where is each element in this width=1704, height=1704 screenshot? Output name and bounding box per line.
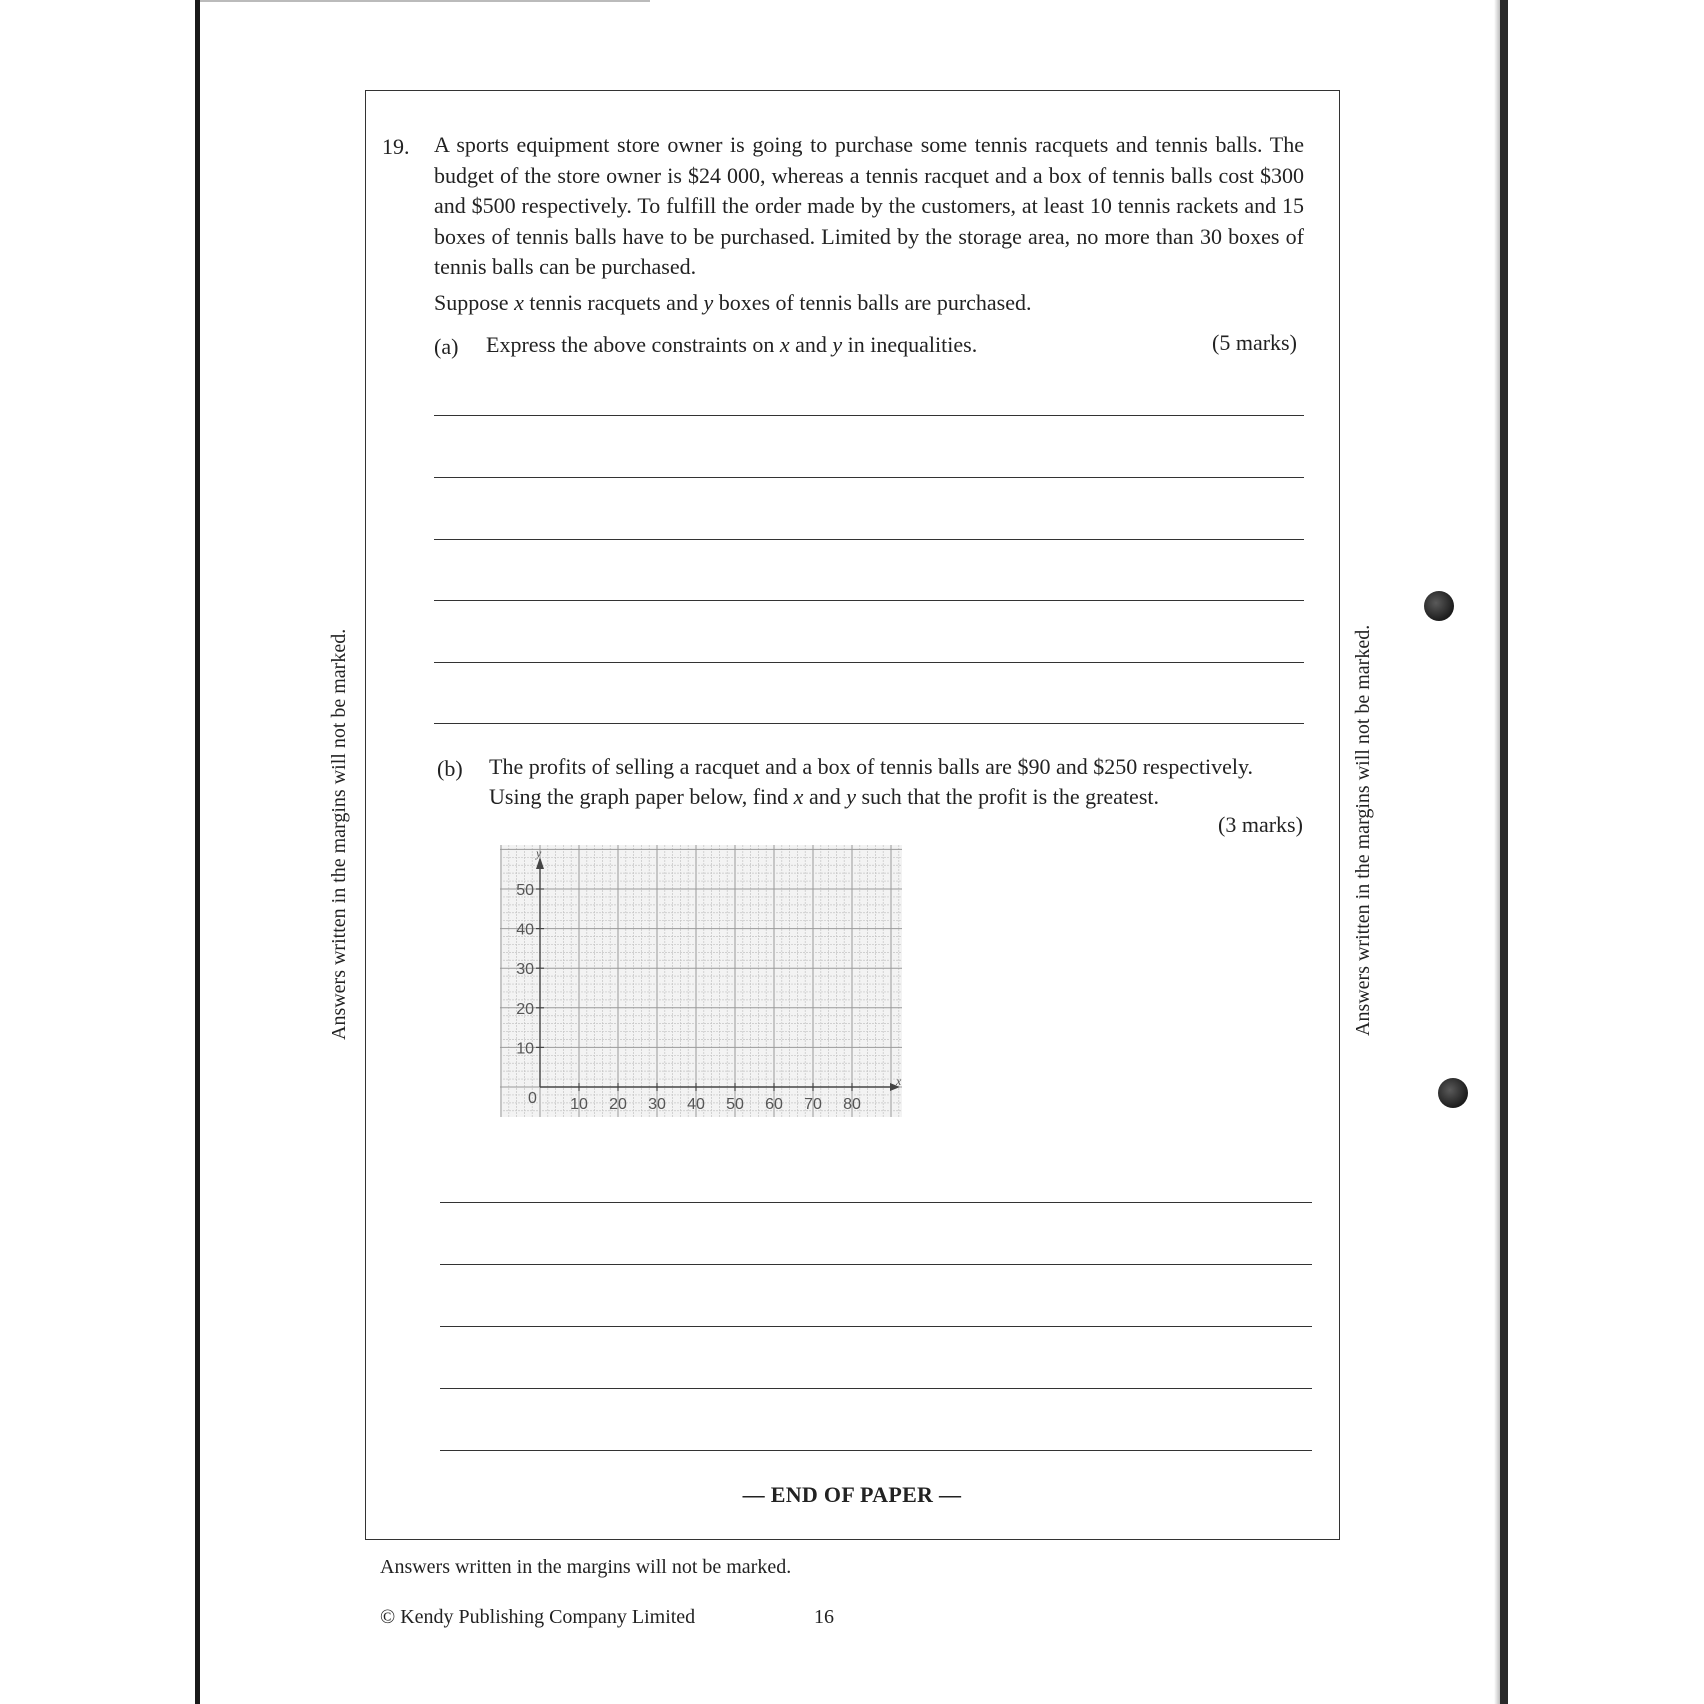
suppose-pre: Suppose <box>434 290 515 315</box>
x-tick-label: 80 <box>843 1096 861 1113</box>
part-b-line2-post: such that the profit is the greatest. <box>855 784 1159 809</box>
end-of-paper: — END OF PAPER — <box>742 1482 962 1507</box>
origin-label: 0 <box>528 1090 537 1107</box>
suppose-statement <box>434 290 1032 316</box>
part-a-and: and <box>789 332 833 357</box>
question-number: 19. <box>382 134 410 159</box>
answer-line-a2[interactable] <box>434 477 1304 478</box>
scan-edge-left <box>195 0 200 1704</box>
suppose-post: boxes of tennis balls are purchased. <box>713 290 1032 315</box>
part-b-line2-pre: Using the graph paper below, find <box>489 784 794 809</box>
x-tick-label: 10 <box>570 1096 588 1113</box>
answer-line-b5[interactable] <box>440 1450 1312 1451</box>
part-a-label: (a) <box>434 334 459 359</box>
answer-line-a6[interactable] <box>434 723 1304 724</box>
part-a-marks: (5 marks) <box>1212 330 1297 355</box>
part-b-text <box>489 752 1309 812</box>
var-x: x <box>514 290 524 315</box>
x-tick-label: 40 <box>687 1096 705 1113</box>
answer-line-b4[interactable] <box>440 1388 1312 1389</box>
graph-background <box>500 845 902 1117</box>
y-tick-label: 20 <box>516 1000 534 1018</box>
punch-hole-upper <box>1424 591 1454 621</box>
part-a-text-pre: Express the above constraints on <box>486 332 780 357</box>
x-tick-label: 50 <box>726 1096 744 1113</box>
y-tick-label: 40 <box>516 921 534 939</box>
answer-line-b3[interactable] <box>440 1326 1312 1327</box>
part-b-and: and <box>803 784 847 809</box>
var-x: x <box>793 784 804 809</box>
part-b-label: (b) <box>437 756 463 781</box>
y-axis-label: y <box>536 846 542 860</box>
y-tick-label: 10 <box>516 1040 534 1058</box>
answer-line-a3[interactable] <box>434 539 1304 540</box>
part-a-text-post: in inequalities. <box>842 332 978 357</box>
part-b-line1: The profits of selling a racquet and a box of tennis balls are $90 and $250 respectively. <box>489 754 1254 779</box>
question-intro <box>434 130 1304 283</box>
answer-line-a1[interactable] <box>434 415 1304 416</box>
suppose-mid: tennis racquets and <box>523 290 704 315</box>
graph-paper[interactable] <box>500 845 902 1117</box>
x-axis-label: x <box>896 1074 902 1088</box>
punch-hole-lower <box>1438 1078 1468 1108</box>
copyright: © Kendy Publishing Company Limited <box>380 1606 696 1628</box>
x-tick-label: 60 <box>765 1096 783 1113</box>
answer-line-a4[interactable] <box>434 600 1304 601</box>
y-tick-label: 50 <box>516 882 534 899</box>
part-a-text <box>486 330 977 360</box>
question-intro-text: A sports equipment store owner is going to purchase some tennis racquets and tennis balls. The budget of the store owner is $24 000, whereas a tennis racquet and a box of tennis balls cost $300 and $500 respectively. To fulfill the order made by the customers, at least 10 tennis rackets and 15 boxes of tennis balls have to be purchased. Limited by the storage area, no more than 30 boxes of tennis balls can be purchased. <box>434 132 1304 279</box>
scan-edge-top <box>200 0 650 2</box>
part-b-line2 <box>489 782 1309 812</box>
part-b-marks: (3 marks) <box>1218 812 1303 837</box>
footer-margin-note: Answers written in the margins will not be marked. <box>380 1556 792 1578</box>
answer-line-b1[interactable] <box>440 1202 1312 1203</box>
x-tick-label: 20 <box>609 1096 627 1113</box>
var-y: y <box>832 332 843 357</box>
var-x: x <box>779 332 790 357</box>
grid-lines <box>500 845 902 1117</box>
x-tick-label: 30 <box>648 1096 666 1113</box>
y-tick-label: 30 <box>516 961 534 979</box>
page-number: 16 <box>814 1606 834 1628</box>
margin-note-right: Answers written in the margins will not be marked. <box>1352 624 1374 1036</box>
answer-line-a5[interactable] <box>434 662 1304 663</box>
answer-line-b2[interactable] <box>440 1264 1312 1265</box>
margin-note-left: Answers written in the margins will not be marked. <box>328 628 350 1040</box>
scan-edge-right <box>1500 0 1508 1704</box>
var-y: y <box>846 784 856 809</box>
x-tick-label: 70 <box>804 1096 822 1113</box>
var-y: y <box>703 290 714 315</box>
